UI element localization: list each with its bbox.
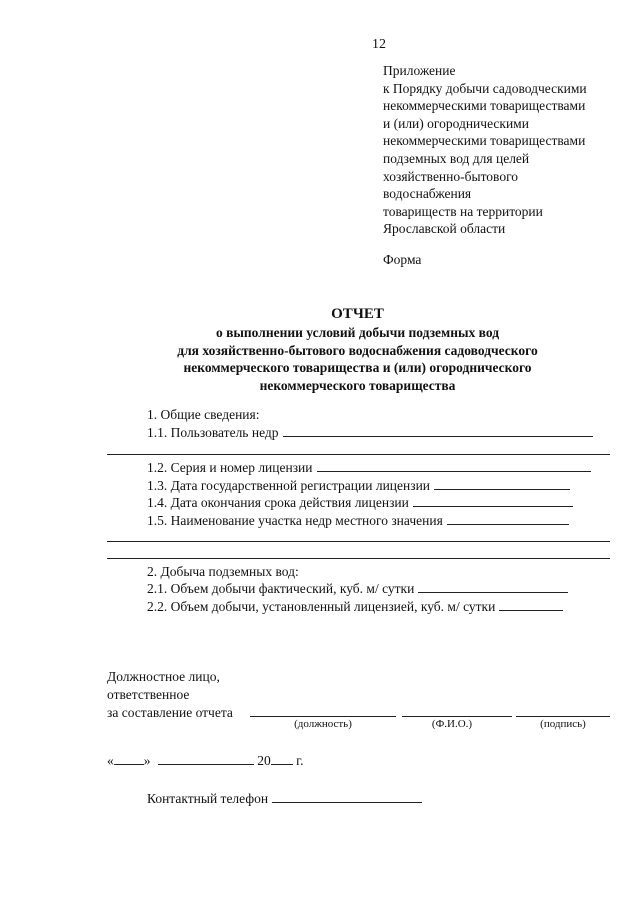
position-input[interactable] [250, 716, 396, 717]
report-title-block [100, 305, 615, 394]
official-label-line: Должностное лицо, [107, 669, 220, 684]
field-site-name-row [147, 512, 569, 529]
contact-phone-input[interactable] [272, 790, 422, 803]
signature-input[interactable] [516, 716, 610, 717]
section2-heading: 2. Добыча подземных вод: [147, 564, 299, 579]
appendix-line: и (или) огородническими [383, 115, 529, 131]
appendix-line: некоммерческими товариществами [383, 133, 586, 149]
name-input[interactable] [402, 716, 512, 717]
day-input[interactable] [114, 752, 144, 765]
appendix-line: Ярославской области [383, 221, 506, 237]
appendix-line: подземных вод для целей [383, 150, 530, 166]
subtitle-line: некоммерческого товарищества и (или) огороднического [183, 360, 532, 375]
appendix-line: к Порядку добычи садоводческими [383, 80, 587, 96]
form-label: Форма [383, 252, 422, 267]
field-registration-date-input[interactable] [434, 477, 570, 490]
field-user-input[interactable] [283, 424, 593, 437]
field-expiry-date-row [147, 494, 573, 511]
report-subtitle [100, 324, 615, 394]
field-registration-date-label: 1.3. Дата государственной регистрации лицензии [147, 478, 431, 493]
field-user-row [147, 424, 593, 441]
position-caption: (должность) [294, 718, 352, 730]
field-site-name-continuation-line[interactable] [107, 541, 610, 542]
appendix-line: некоммерческими товариществами [383, 98, 586, 114]
field-licensed-volume-input[interactable] [499, 598, 563, 611]
field-user-continuation-line[interactable] [107, 454, 610, 455]
official-label-line: ответственное [107, 687, 190, 702]
field-licensed-volume-label: 2.2. Объем добычи, установленный лицензией, куб. м/ сутки [147, 599, 496, 614]
official-label-line: за составление отчета [107, 705, 233, 720]
subtitle-line: для хозяйственно-бытового водоснабжения садоводческого [177, 342, 538, 358]
contact-phone-label: Контактный телефон [147, 791, 269, 806]
field-site-name-label: 1.5. Наименование участка недр местного значения [147, 513, 443, 528]
field-site-name-input[interactable] [447, 512, 569, 525]
year-suffix: г. [296, 753, 304, 768]
year-prefix: 20 [257, 753, 271, 768]
field-actual-volume-input[interactable] [418, 580, 568, 593]
page-number: 12 [372, 37, 386, 52]
field-license-number-input[interactable] [317, 459, 591, 472]
appendix-line: товариществ на территории [383, 203, 543, 219]
field-expiry-date-label: 1.4. Дата окончания срока действия лицензии [147, 495, 409, 510]
field-site-name-continuation-line[interactable] [107, 558, 610, 559]
appendix-line: хозяйственно-бытового [383, 168, 519, 184]
sign-caption: (подпись) [540, 718, 586, 730]
field-actual-volume-label: 2.1. Объем добычи фактический, куб. м/ сутки [147, 581, 415, 596]
name-caption: (Ф.И.О.) [431, 718, 473, 730]
appendix-line: водоснабжения [383, 186, 472, 202]
date-open-quote: « [107, 753, 114, 768]
appendix-block [383, 62, 633, 238]
section1-heading: 1. Общие сведения: [147, 407, 260, 422]
field-expiry-date-input[interactable] [413, 494, 573, 507]
appendix-line: Приложение [383, 63, 456, 78]
field-license-number-row [147, 459, 591, 476]
subtitle-line: о выполнении условий добычи подземных вод [215, 325, 500, 340]
date-row [107, 752, 304, 769]
field-licensed-volume-row [147, 598, 563, 615]
field-user-label: 1.1. Пользователь недр [147, 425, 279, 440]
field-license-number-label: 1.2. Серия и номер лицензии [147, 460, 313, 475]
report-title: ОТЧЕТ [331, 306, 384, 322]
date-close-quote: » [143, 753, 151, 768]
contact-phone-row [147, 790, 422, 807]
subtitle-line: некоммерческого товарищества [259, 377, 456, 393]
month-input[interactable] [158, 752, 254, 765]
year-input[interactable] [271, 752, 293, 765]
field-actual-volume-row [147, 580, 568, 597]
field-registration-date-row [147, 477, 570, 494]
